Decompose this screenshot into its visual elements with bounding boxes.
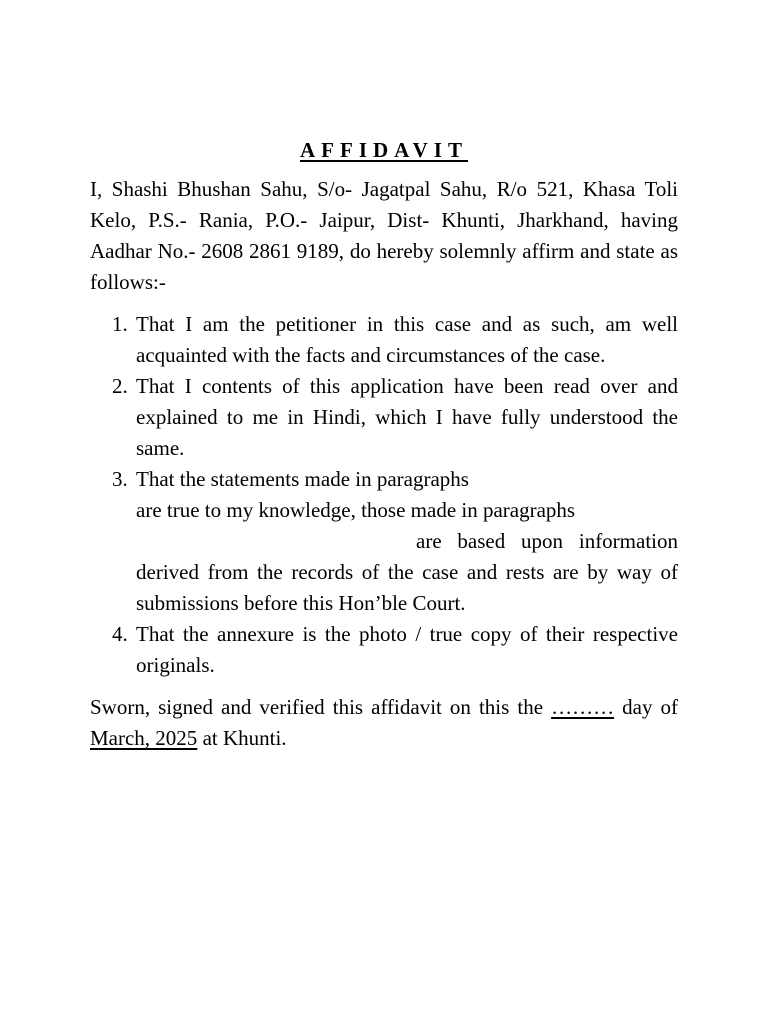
list-item xyxy=(90,464,678,619)
affidavit-page xyxy=(90,0,678,1024)
closing-middle: day of xyxy=(614,695,678,719)
list-item xyxy=(90,309,678,371)
affidavit-statements-list xyxy=(90,309,678,681)
item-number: 4. xyxy=(112,622,128,646)
item-number: 3. xyxy=(112,467,128,491)
item-text: That the annexure is the photo / true copy of their respective originals. xyxy=(136,622,678,677)
closing-paragraph xyxy=(90,692,678,754)
closing-prefix: Sworn, signed and verified this affidavit on this the xyxy=(90,695,552,719)
item-number: 1. xyxy=(112,312,128,336)
item-number: 2. xyxy=(112,374,128,398)
document-title: AFFIDAVIT xyxy=(300,138,468,162)
list-item xyxy=(90,619,678,681)
item-text-line-2: are true to my knowledge, those made in paragraphs xyxy=(136,498,576,522)
item-text-line-3: are based upon information xyxy=(416,529,678,553)
month-year: March, 2025 xyxy=(90,726,198,750)
closing-suffix: at Khunti. xyxy=(197,726,287,750)
list-item xyxy=(90,371,678,464)
intro-paragraph: I, Shashi Bhushan Sahu, S/o- Jagatpal Sahu, R/o 521, Khasa Toli Kelo, P.S.- Rania, P.O.- Jaipur, Dist- Khunti, Jharkhand, having Aadhar No.- 2608 2861 9189, do hereby solemnly affirm and state as follows:- xyxy=(90,177,678,294)
item-text-line-4: derived from the records of the case and rests are by way of submissions before this Hon’ble Court. xyxy=(136,560,678,615)
item-text-line-1: That the statements made in paragraphs xyxy=(136,467,469,491)
item-text: That I contents of this application have been read over and explained to me in Hindi, which I have fully understood the same. xyxy=(136,374,678,460)
day-blank: ……… xyxy=(551,695,615,719)
item-text: That I am the petitioner in this case and as such, am well acquainted with the facts and circumstances of the case. xyxy=(136,312,678,367)
